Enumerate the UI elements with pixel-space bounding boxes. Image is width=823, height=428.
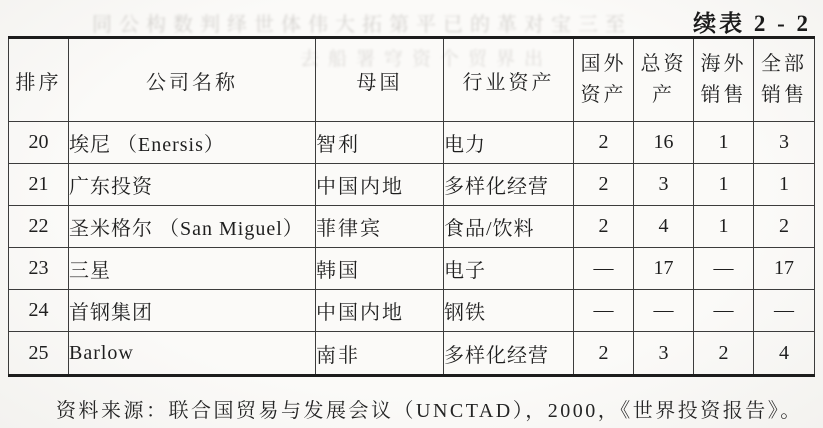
- col-header-total-assets-line1: 总资: [640, 53, 687, 75]
- cell-foreign-assets: 2: [574, 332, 634, 376]
- cell-rank: 22: [9, 206, 69, 248]
- col-header-total-assets: [634, 38, 694, 122]
- col-header-foreign-assets-line2: 资产: [580, 84, 627, 106]
- cell-total-sales: 2: [754, 206, 815, 248]
- cell-total-sales: —: [754, 290, 815, 332]
- cell-total-sales: 17: [754, 248, 815, 290]
- table-row: [9, 122, 815, 164]
- col-header-foreign-assets: [574, 38, 634, 122]
- col-header-foreign-sales-line1: 海外: [700, 53, 747, 75]
- cell-industry: 多样化经营: [444, 332, 574, 376]
- col-header-industry: 行业资产: [444, 38, 574, 122]
- cell-foreign-assets: —: [574, 290, 634, 332]
- col-header-rank: 排序: [9, 38, 69, 122]
- cell-foreign-assets: 2: [574, 122, 634, 164]
- cell-total-assets: 17: [634, 248, 694, 290]
- cell-total-assets: 16: [634, 122, 694, 164]
- col-header-total-sales: [754, 38, 815, 122]
- cell-foreign-assets: 2: [574, 206, 634, 248]
- cell-foreign-sales: 1: [694, 164, 754, 206]
- cell-total-assets: 3: [634, 332, 694, 376]
- cell-industry: 电子: [444, 248, 574, 290]
- cell-country: 菲律宾: [316, 206, 444, 248]
- cell-total-sales: 1: [754, 164, 815, 206]
- table-row: [9, 332, 815, 376]
- cell-company: 圣米格尔 （San Miguel）: [69, 206, 316, 248]
- cell-total-sales: 3: [754, 122, 815, 164]
- cell-foreign-assets: —: [574, 248, 634, 290]
- col-header-total-sales-line2: 销售: [761, 84, 807, 106]
- cell-total-assets: 4: [634, 206, 694, 248]
- cell-total-assets: —: [634, 290, 694, 332]
- col-header-total-assets-line2: 产: [652, 84, 675, 106]
- table-row: [9, 164, 815, 206]
- cell-company: Barlow: [69, 332, 316, 376]
- cell-industry: 多样化经营: [444, 164, 574, 206]
- cell-country: 南非: [316, 332, 444, 376]
- col-header-country: 母国: [316, 38, 444, 122]
- table-row: [9, 206, 815, 248]
- cell-country: 韩国: [316, 248, 444, 290]
- bleed-through-top-text: 同公构数判绎世体伟大拓第平已的革对宝三至: [92, 14, 632, 36]
- cell-company: 三星: [69, 248, 316, 290]
- source-note: 资料来源：联合国贸易与发展会议（UNCTAD），2000，《世界投资报告》。: [56, 400, 803, 422]
- bleed-through-header-text: 去船署穹资个贸界出: [300, 49, 553, 70]
- col-header-foreign-assets-line1: 国外: [580, 53, 627, 75]
- cell-foreign-assets: 2: [574, 164, 634, 206]
- cell-rank: 23: [9, 248, 69, 290]
- cell-industry: 食品/饮料: [444, 206, 574, 248]
- col-header-total-sales-line1: 全部: [761, 53, 807, 75]
- continued-table-title: 续表 2 - 2: [693, 11, 811, 36]
- cell-company: 埃尼 （Enersis）: [69, 122, 316, 164]
- cell-country: 中国内地: [316, 290, 444, 332]
- cell-foreign-sales: —: [694, 290, 754, 332]
- cell-company: 广东投资: [69, 164, 316, 206]
- company-data-table: [8, 36, 815, 377]
- cell-company: 首钢集团: [69, 290, 316, 332]
- cell-rank: 20: [9, 122, 69, 164]
- col-header-foreign-sales: [694, 38, 754, 122]
- cell-industry: 钢铁: [444, 290, 574, 332]
- cell-total-assets: 3: [634, 164, 694, 206]
- col-header-company: 公司名称: [69, 38, 316, 122]
- cell-foreign-sales: —: [694, 248, 754, 290]
- col-header-foreign-sales-line2: 销售: [700, 84, 747, 106]
- table-row: [9, 290, 815, 332]
- cell-country: 智利: [316, 122, 444, 164]
- cell-foreign-sales: 1: [694, 206, 754, 248]
- cell-industry: 电力: [444, 122, 574, 164]
- cell-rank: 21: [9, 164, 69, 206]
- table-row: [9, 248, 815, 290]
- cell-rank: 24: [9, 290, 69, 332]
- table-header-row: [9, 38, 815, 122]
- cell-total-sales: 4: [754, 332, 815, 376]
- cell-foreign-sales: 2: [694, 332, 754, 376]
- cell-rank: 25: [9, 332, 69, 376]
- cell-country: 中国内地: [316, 164, 444, 206]
- cell-foreign-sales: 1: [694, 122, 754, 164]
